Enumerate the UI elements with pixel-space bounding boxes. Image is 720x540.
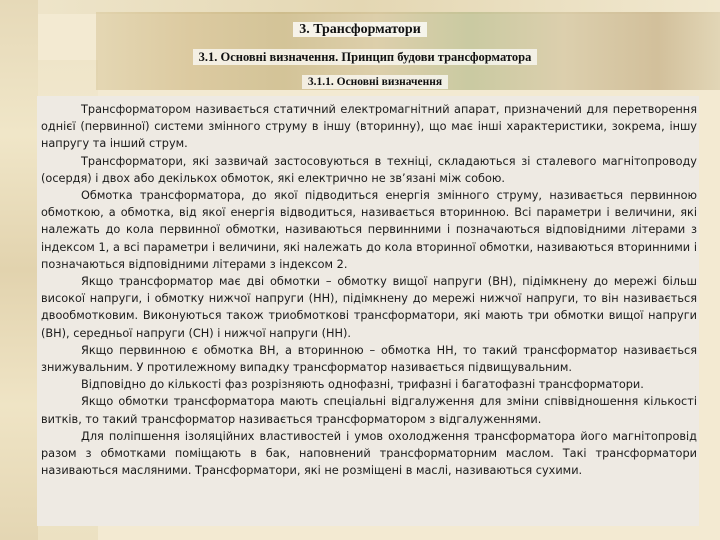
paragraph: Для поліпшення ізоляційних властивостей і умов охолодження трансформатора його магнітопровід разом з обмотками поміщають в бак, наповнений трансформаторним маслом. Такі трансформатори називаються масляними. Трансформатори, які не розміщені в маслі, називаються сухими. bbox=[41, 429, 697, 478]
paragraph: Якщо обмотки трансформатора мають спеціальні відгалуження для зміни співвідношення кількості витків, то такий трансформатор називається трансформатором з відгалуженнями. bbox=[41, 395, 697, 426]
body-text bbox=[41, 101, 697, 479]
chapter-title: 3. Трансформатори bbox=[0, 22, 720, 38]
paragraph: Трансформатором називається статичний електромагнітний апарат, призначений для перетворення однієї (первинної) системи змінного струму в іншу (вторинну), що має інші характеристики, зокрема, іншу напругу та інший струм. bbox=[41, 103, 697, 151]
section-title: 3.1. Основні визначення. Принцип будови трансформатора bbox=[0, 50, 720, 65]
paragraph: Обмотка трансформатора, до якої підводиться енергія змінного струму, називається первинною обмоткою, а обмотка, від якої енергія відводиться, називається вторинною. Всі параметри і величини, які належать до кола первинної обмотки, називаються первинними і позначаються відповідними літерами з індексом 1, а всі параметри і величини, які належать до кола вторинної обмотки, називаються вторинними і позначаються відповідними літерами з індексом 2. bbox=[41, 189, 697, 271]
paragraph: Якщо первинною є обмотка ВН, а вторинною – обмотка НН, то такий трансформатор називається знижувальним. У протилежному випадку трансформатор називається підвищувальним. bbox=[41, 343, 697, 375]
paragraph: Трансформатори, які зазвичай застосовуються в техніці, складаються зі сталевого магнітопроводу (осердя) і двох або декількох обмоток, які електрично не зв’язані між собою. bbox=[41, 154, 697, 185]
paragraph: Якщо трансформатор має дві обмотки – обмотку вищої напруги (ВН), підімкнену до мережі більш високої напруги, і обмотку нижчої напруги (НН), підімкнену до мережі нижчої напруги, то він називається двообмотковим. Виконуються також триобмоткові трансформатори, які мають три обмотки вищої напруги (ВН), середньої напруги (СН) і нижчої напруги (НН). bbox=[41, 275, 697, 340]
subsection-title: 3.1.1. Основні визначення bbox=[0, 76, 720, 88]
paragraph: Відповідно до кількості фаз розрізняють однофазні, трифазні і багатофазні трансформатори. bbox=[81, 378, 644, 392]
